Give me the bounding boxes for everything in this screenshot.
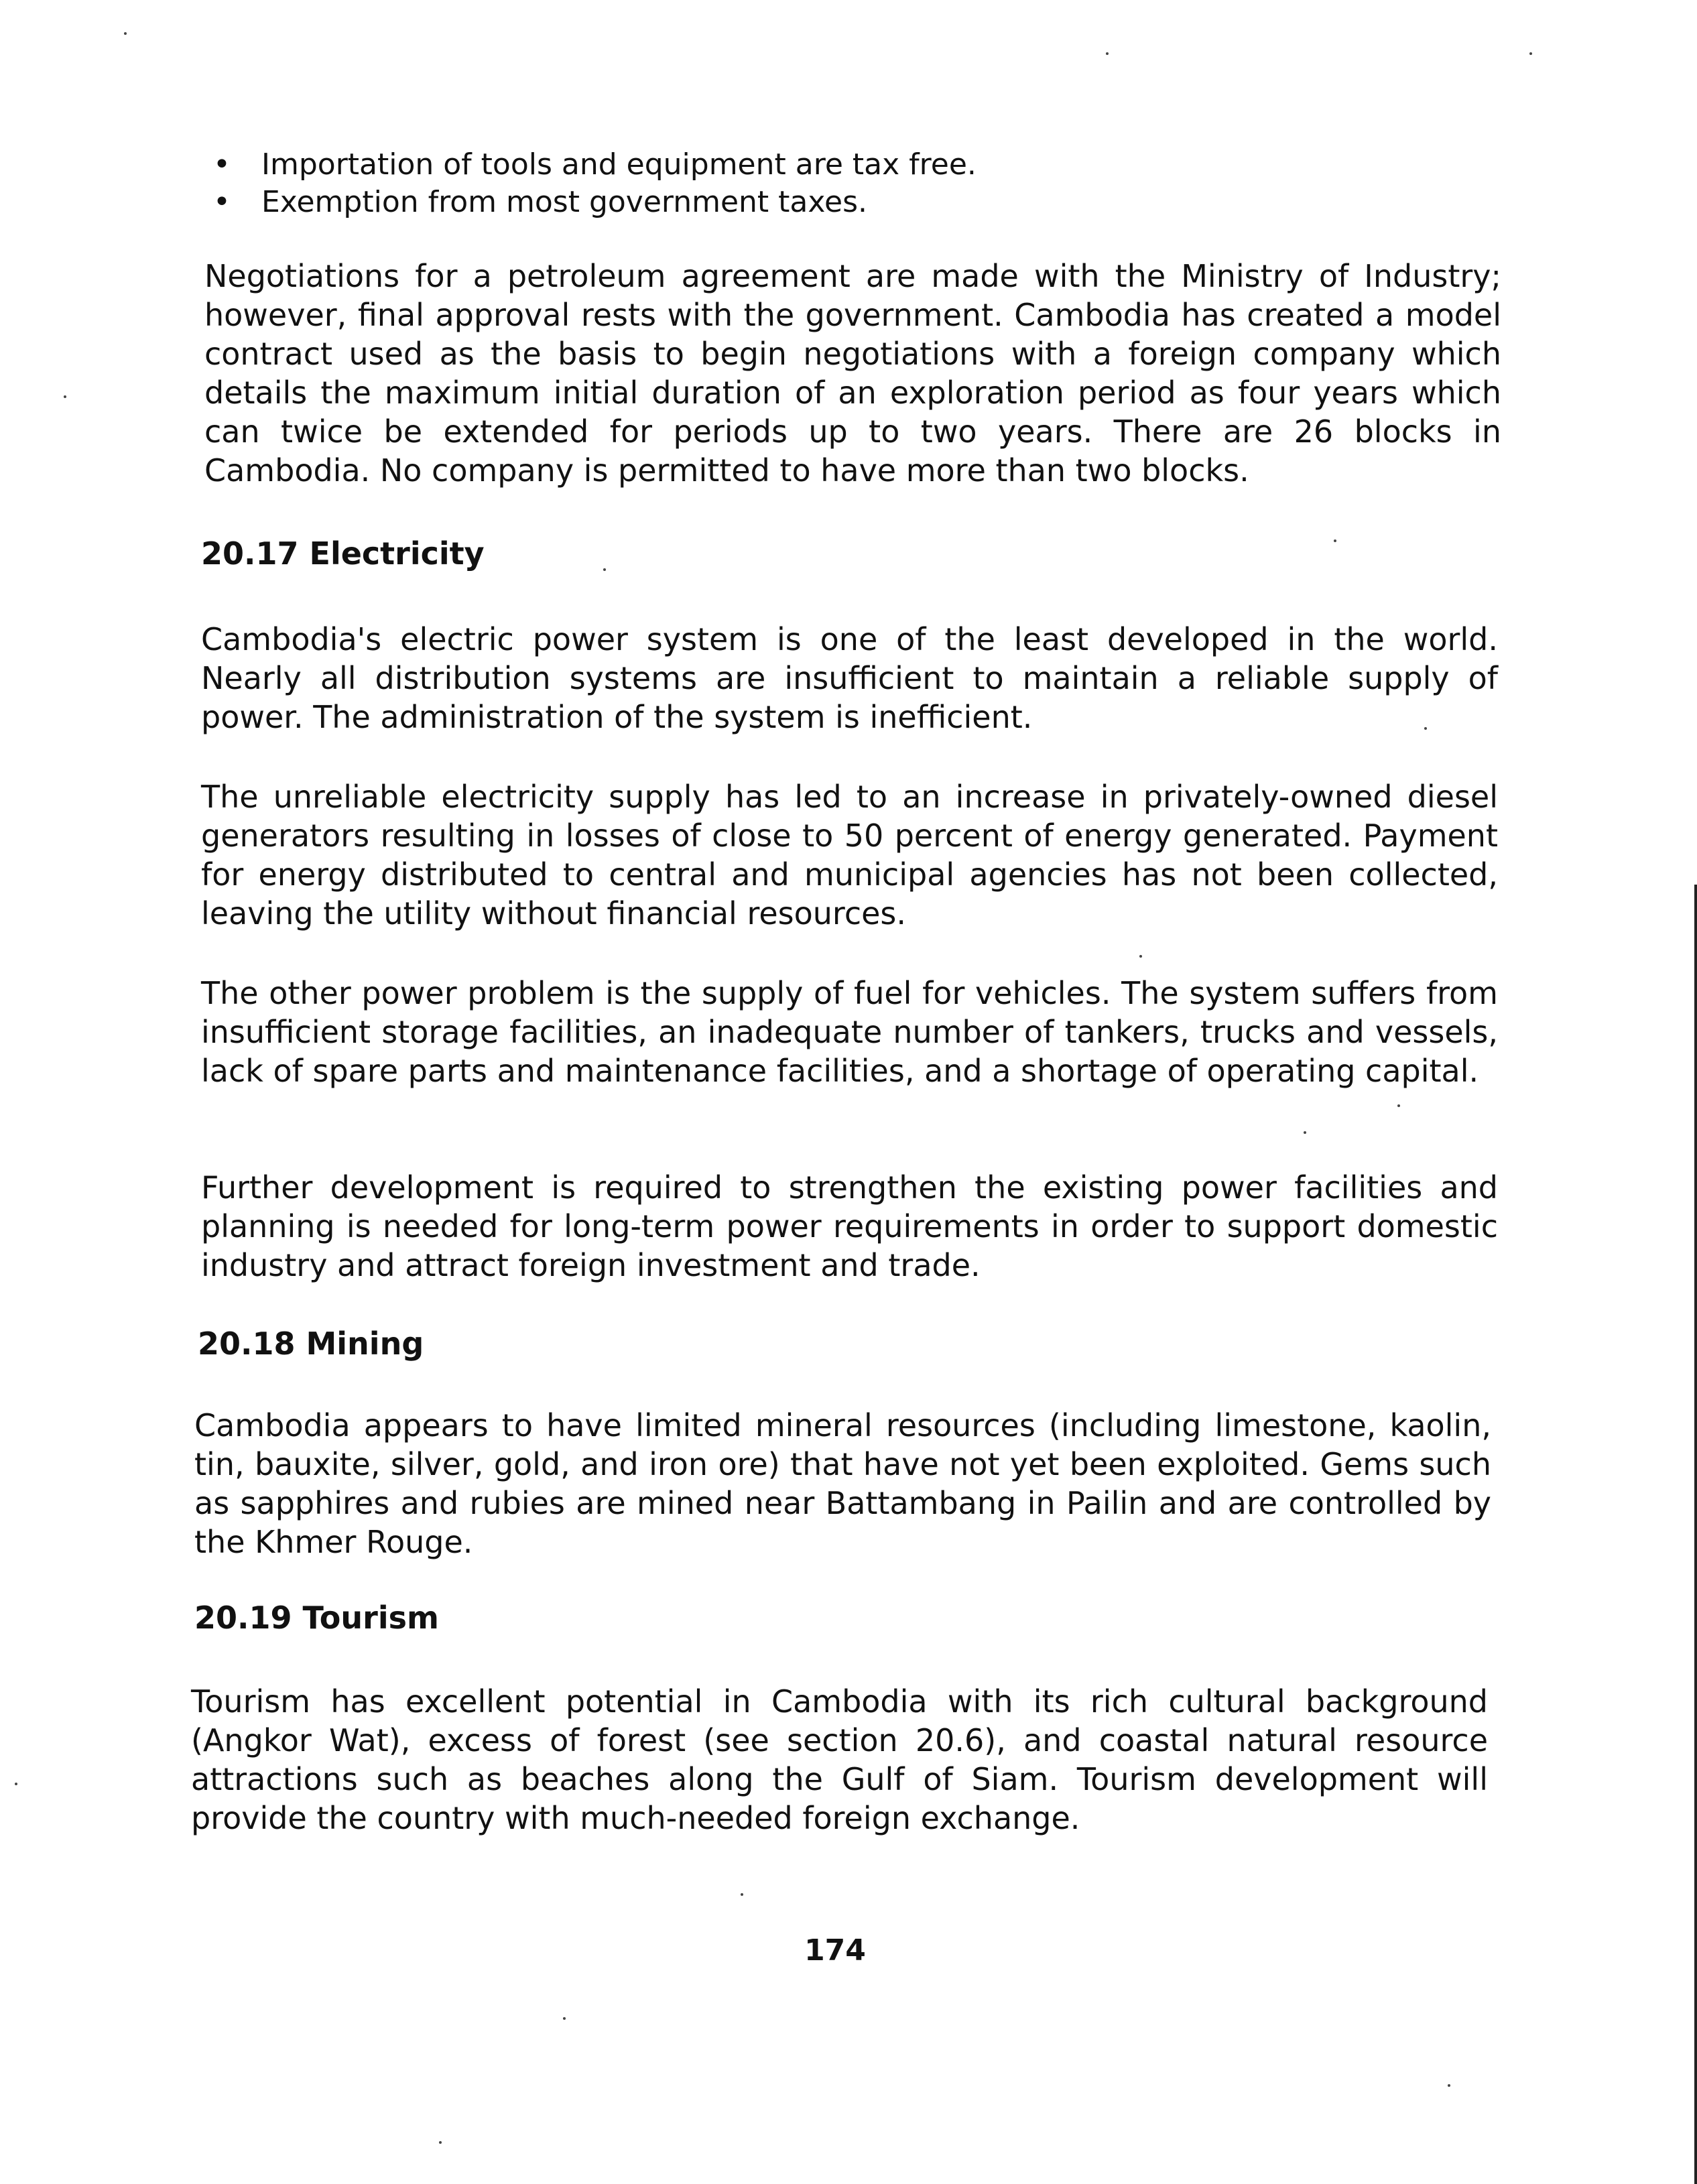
bullet-list [213,146,1487,221]
section-heading-tourism: 20.19 Tourism [194,1600,439,1636]
scan-speck [64,395,66,398]
paragraph-mining: Cambodia appears to have limited mineral resources (including limestone, kaolin, tin, bauxite, silver, gold, and iron ore) that have not yet been exploited. Gems such as sapphires and rubies are mined near Battambang in Pailin and are controlled by the Khmer Rouge. [194,1407,1491,1560]
scan-speck [1106,52,1109,55]
scan-edge [1694,885,1697,2184]
bullet-item [213,184,1487,221]
section-heading-mining: 20.18 Mining [198,1326,424,1362]
scan-speck [15,1783,17,1785]
bullet-text: Importation of tools and equipment are tax free. [261,147,977,182]
scan-speck [1448,2084,1450,2087]
scan-speck [1139,955,1142,958]
bullet-glyph: • [213,185,231,219]
paragraph-petroleum: Negotiations for a petroleum agreement are made with the Ministry of Industry; however, final approval rests with the government. Cambodia has created a model contract used as the basis to begin negotiations with a foreign company which details the maximum initial duration of an exploration period as four years which can twice be extended for periods up to two years. There are 26 blocks in Cambodia. No company is permitted to have more than two blocks. [204,258,1501,489]
scan-speck [1397,1104,1400,1107]
scan-speck [1424,727,1427,730]
scan-speck [563,2017,566,2020]
bullet-item [213,146,1487,184]
paragraph-electricity-4: Further development is required to strengthen the existing power facilities and planning is needed for long-term power requirements in order to support domestic industry and attract foreign investment and trade. [201,1169,1498,1283]
paragraph-tourism: Tourism has excellent potential in Cambodia with its rich cultural background (Angkor Wat), excess of forest (see section 20.6), and coastal natural resource attractions such as beaches along the Gulf of Siam. Tourism development will provide the country with much-needed foreign exchange. [191,1683,1488,1836]
scan-speck [439,2141,442,2144]
scan-speck [741,1893,743,1896]
bullet-text: Exemption from most government taxes. [261,185,868,219]
paragraph-electricity-2: The unreliable electricity supply has led to an increase in privately-owned diesel generators resulting in losses of close to 50 percent of energy generated. Payment for energy distributed to central and municipal agencies has not been collected, leaving the utility without financial resources. [201,779,1498,932]
section-heading-electricity: 20.17 Electricity [201,535,485,572]
page-number: 174 [804,1933,866,1968]
scan-speck [124,32,127,35]
bullet-glyph: • [213,147,231,182]
scan-speck [603,568,606,571]
paragraph-electricity-1: Cambodia's electric power system is one of the least developed in the world. Nearly all distribution systems are insufficient to maintain a reliable supply of power. The administration of the system is inefficient. [201,621,1498,735]
scan-speck [1304,1131,1306,1134]
scan-speck [1334,539,1336,542]
paragraph-electricity-3: The other power problem is the supply of fuel for vehicles. The system suffers from insufficient storage facilities, an inadequate number of tankers, trucks and vessels, lack of spare parts and maintenance facilities, and a shortage of operating capital. [201,975,1498,1089]
scan-speck [1529,52,1532,55]
